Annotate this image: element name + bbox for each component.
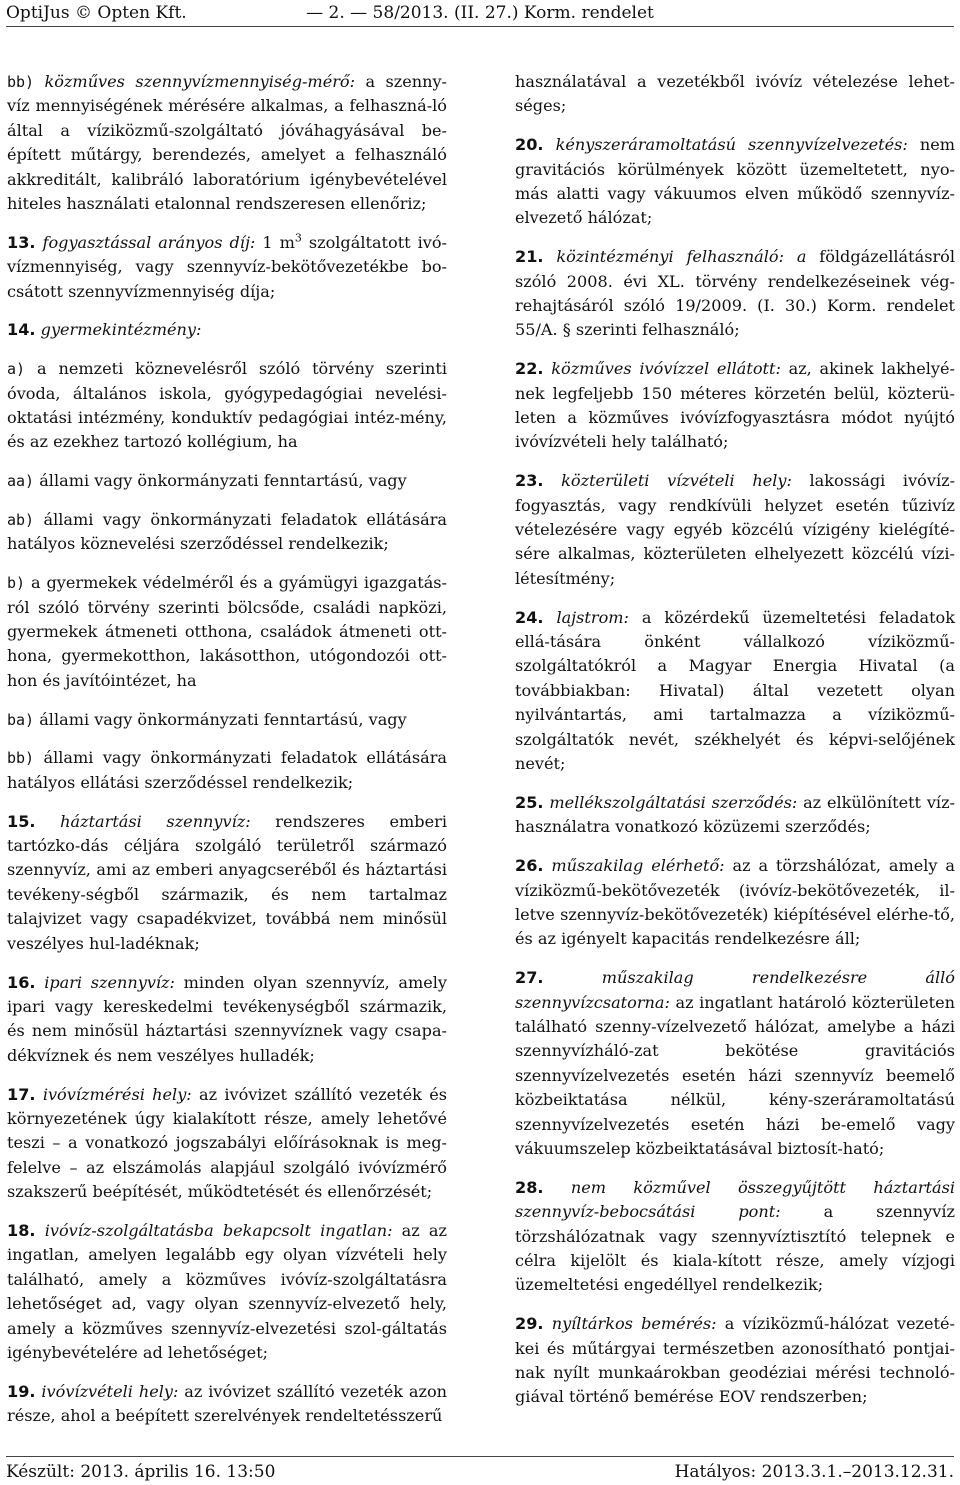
term: lajstrom: [556, 607, 629, 627]
term: közterületi vízvételi hely: [561, 471, 792, 491]
term: közintézményi felhasználó: a [556, 247, 807, 267]
definition-19: 19. ivóvízvételi hely: az ivóvizet szállító vezeték azon része, ahol a beépített szerelvények rendeltetésszerű [7, 1381, 447, 1426]
definition-26: 26. műszakilag elérhető: az a törzshálózat, amely a víziközmű-bekötővezeték (ivóvíz-bekötővezeték, il-letve szennyvíz-bekötővezeték) kiépítésével elérhe-tő, és az igényelt kapacitás rendelkezésre áll; [515, 856, 955, 949]
definition-23: 23. közterületi vízvételi hely: lakossági ivóvíz-fogyasztás, vagy rendkívüli helyzet esetén tűzivíz vételezésére vagy egyéb közcélú vízigény kielégíté-sére alkalmas, közterületen elhelyezett közcélú vízi-létesítmény; [515, 471, 956, 588]
definition-15: 15. háztartási szennyvíz: rendszeres emberi tartózko-dás céljára szolgáló területről származó szennyvíz, ami az emberi anyagcseréből és háztartási tevékeny-ségből származik, és nem tartalmaz talajvizet vagy csapadékvizet, továbbá nem minősül veszélyes hul-ladéknak; [7, 811, 447, 953]
definition-28: 28. nem közművel összegyűjtött háztartási szennyvíz-bebocsátási pont: a szennyvíz törzshálózatnak vagy szennyvíztisztító telepnek e célra kijelölt és kiala-kított része, amely vízjogi üzemeltetési engedéllyel rendelkezik; [515, 1177, 955, 1295]
term: ivóvízmérési hely: [42, 1084, 192, 1104]
term: ivóvízvételi hely: [41, 1381, 179, 1401]
definition-14-b: b) a gyermekek védelméről és a gyámügyi igazgatás-ról szóló törvény szerinti bölcsőde, családi napközi, gyermekek átmeneti otthona, családok átmeneti ott-hona, gyermekotthon, lakásotthon, utógondozói ott-hon és javítóintézet, ha [7, 573, 447, 690]
term: nyíltárkos bemérés: [551, 1314, 717, 1334]
definition-14-a: a) a nemzeti köznevelésről szóló törvény szerinti óvoda, általános iskola, gyógypedagógiai nevelési-oktatási intézmény, konduktív pedagógiai intéz-mény, és az ezekhez tartozó kollégium, ha [7, 359, 447, 452]
definition-29: 29. nyíltárkos bemérés: a víziközmű-hálózat vezeté-kei és műtárgyai természetben azonosítható pontjai-nak nyílt munkaárokban geodéziai mérési technoló-giával történő bemérése EOV rendszerben; [515, 1314, 955, 1407]
definition-22: 22. közműves ivóvízzel ellátott: az, akinek lakhelyé-nek legfeljebb 150 méteres körzetén belül, közterü-leten a közműves ivóvízfogyasztásra módot nyújtó ivóvízvételi hely található; [515, 359, 955, 452]
publisher-label: OptiJus © Opten Kft. [6, 3, 187, 23]
definition-24: 24. lajstrom: a közérdekű üzemeltetési feladatok ellá-tására önként vállalkozó víziközmű-szolgáltatókról a Magyar Energia Hivatal (a továbbiakban: Hivatal) által vezetett olyan nyilvántartás, ami tartalmazza a víziközmű-szolgáltatók nevét, székhelyét és képvi-selőjének nevét; [515, 607, 956, 774]
definition-18: 18. ivóvíz-szolgáltatásba bekapcsolt ingatlan: az az ingatlan, amelyen legalább egy olyan vízvételi hely található, amely a közműves ivóvíz-szolgáltatásra lehetőséget ad, vagy olyan szennyvíz-elvezető hely, amely a közműves szennyvíz-elvezetési szol-gáltatás igénybevételére ad lehetőséget; [7, 1220, 447, 1362]
document-reference: — 2. — 58/2013. (II. 27.) Korm. rendelet [306, 3, 654, 23]
definition-bb-meter: bb) közműves szennyvízmennyiség-mérő: a szenny-víz mennyiségének mérésére alkalmas, a felhaszná-ló által a víziközmű-szolgáltató jóváhagyásával be-épített műtárgy, berendezés, amelyet a felhasználó akkreditált, kalibráló laboratórium igénybevételével hiteles használati etalonnal rendszeresen ellenőriz; [7, 72, 447, 214]
page-footer [6, 1456, 954, 1485]
term: műszakilag rendelkezésre álló szennyvízcsatorna: [515, 968, 955, 1012]
definition-27: 27. műszakilag rendelkezésre álló szennyvízcsatorna: az ingatlant határoló közterületen található szenny-vízelvezető hálózat, amelybe a házi szennyvízháló-zat bekötése gravitációs szennyvízelvezetés esetén házi szennyvíz beemelő közbeiktatása nélkül, kény-szeráramoltatású szennyvízelvezetés esetén házi be-emelő vagy vákuumszelep közbeiktatásával biztosít-ható; [515, 968, 955, 1158]
term: ipari szennyvíz: [44, 972, 175, 992]
definition-25: 25. mellékszolgáltatási szerződés: az elkülönített víz-használatra vonatkozó közüzemi szerződés; [515, 792, 955, 837]
definition-14-aa: aa) állami vagy önkormányzati fenntartású, vagy [7, 471, 407, 491]
term: gyermekintézmény: [40, 320, 202, 340]
definition-16: 16. ipari szennyvíz: minden olyan szennyvíz, amely ipari vagy kereskedelmi tevékenységből származik, és nem minősül háztartási szennyvíznek vagy csapa-dékvíznek és nem veszélyes hulladék; [7, 972, 447, 1065]
definition-14-ab: ab) állami vagy önkormányzati feladatok ellátására hatályos köznevelési szerződéssel rendelkezik; [7, 510, 447, 554]
page-header [6, 0, 954, 27]
term: műszakilag elérhető: [551, 856, 725, 876]
definition-17: 17. ivóvízmérési hely: az ivóvizet szállító vezeték és környezetének úgy kialakított része, amely lehetővé teszi – a vonatkozó jogszabályi előírásoknak is meg-felelve – az elszámolás alapjául szolgáló ivóvízmérő szakszerű beépítését, működtetését és ellenőrzését; [7, 1084, 447, 1202]
definition-13: 13. fogyasztással arányos díj: 1 $m^3$ szolgáltatott ivó-vízmennyiség, vagy szennyvíz-bekötővezetékbe bo-csátott szennyvízmennyiség díja; [7, 231, 447, 301]
term: közműves szennyvízmennyiség-mérő: [44, 72, 356, 91]
definition-14: 14. gyermekintézmény: [7, 320, 202, 340]
right-column [515, 70, 955, 1424]
term: nem közművel összegyűjtött háztartási szennyvíz-bebocsátási pont: [515, 1177, 955, 1222]
definition-19-continued: használatával a vezetékből ivóvíz vételezése lehet-séges; [515, 72, 955, 116]
term: ivóvíz-szolgáltatásba bekapcsolt ingatlan: [44, 1220, 393, 1240]
definition-14-bb: bb) állami vagy önkormányzati feladatok ellátására hatályos ellátási szerződéssel rendelkezik; [7, 748, 447, 792]
term: mellékszolgáltatási szerződés: [549, 792, 798, 812]
term: háztartási szennyvíz: [60, 811, 251, 831]
created-timestamp: Készült: 2013. április 16. 13:50 [6, 1462, 276, 1482]
definition-14-ba: ba) állami vagy önkormányzati fenntartású, vagy [7, 709, 407, 729]
term: kényszeráramoltatású szennyvízelvezetés: [555, 135, 908, 155]
left-column [7, 70, 447, 1443]
definition-20: 20. kényszeráramoltatású szennyvízelvezetés: nem gravitációs körülmények között üzemeltetett, nyo-más alatti vagy vákuumos elven működő szennyvíz-elvezető hálózat; [515, 135, 955, 228]
definition-21: 21. közintézményi felhasználó: a földgázellátásról szóló 2008. évi XL. törvény rendelkezéseinek vég-rehajtásáról szóló 19/2009. (I. 30.) Korm. rendelet 55/A. § szerinti felhasználó; [515, 247, 955, 340]
effective-period: Hatályos: 2013.3.1.–2013.12.31. [674, 1462, 954, 1482]
term: fogyasztással arányos díj: [42, 232, 256, 252]
term: közműves ivóvízzel ellátott: [551, 359, 781, 379]
